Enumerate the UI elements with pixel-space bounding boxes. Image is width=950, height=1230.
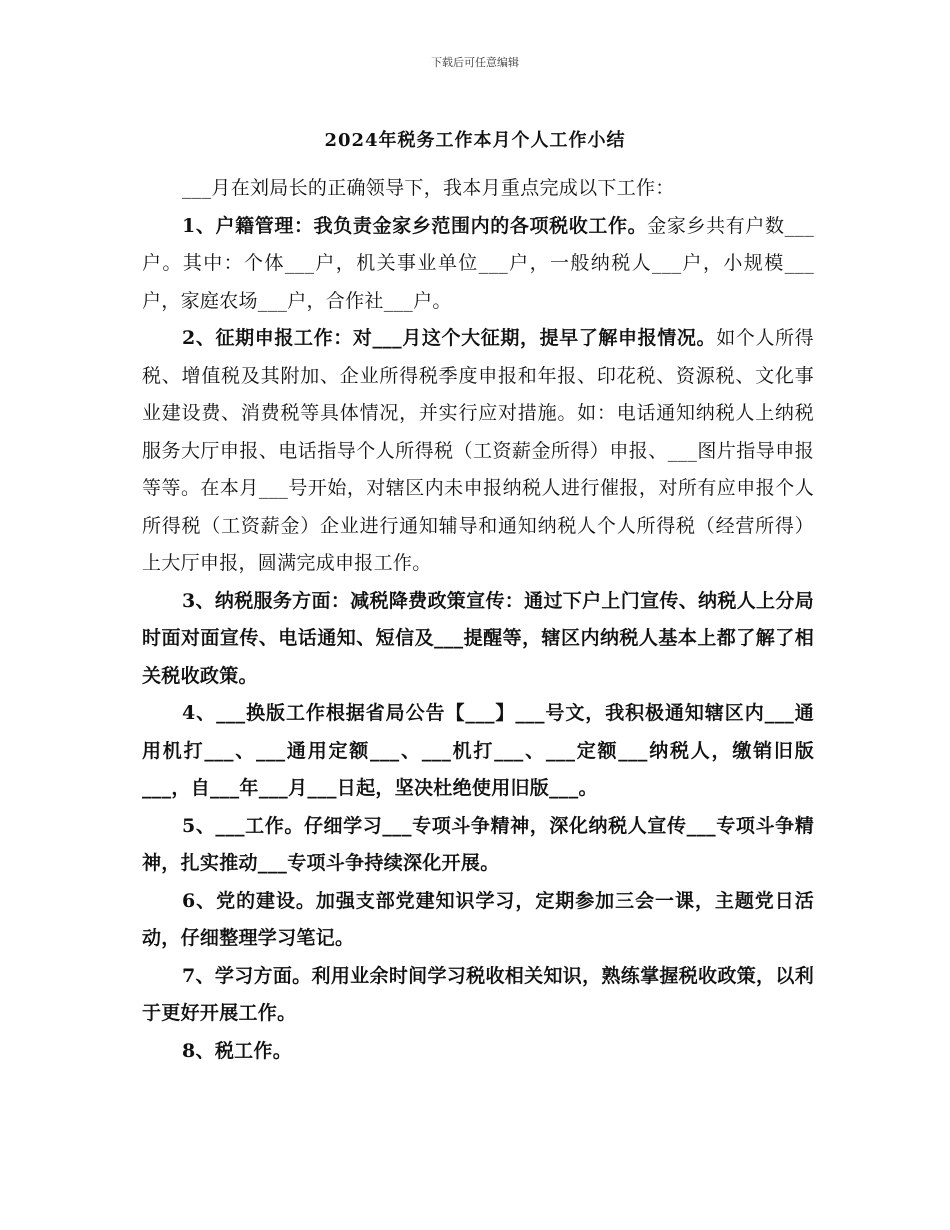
paragraph-text: 金家乡共有户数___户。其中：个体___户，机关事业单位___户，一般纳税人___户，小规模___户，家庭农场___户，合作社___户。 [142,214,814,312]
paragraph-filing-period [142,320,814,583]
paragraph-intro [142,170,814,208]
paragraph-special-campaign: 5、___工作。仔细学习___专项斗争精神，深化纳税人宣传___专项斗争精神，扎实推动___专项斗争持续深化开展。 [142,814,814,874]
page-header-note: 下载后可任意编辑 [431,56,519,69]
paragraph-version-change: 4、___换版工作根据省局公告【___】___号文，我积极通知辖区内___通用机打___、___通用定额___、___机打___、___定额___纳税人，缴销旧版___，自___年___月___日起，坚决杜绝使用旧版___。 [142,702,814,799]
paragraph-household-management [142,208,814,321]
paragraph-study: 7、学习方面。利用业余时间学习税收相关知识，熟练掌握税收政策，以利于更好开展工作。 [142,964,814,1024]
document-title: 2024年税务工作本月个人工作小结 [324,130,626,151]
paragraph-lead: 1、户籍管理：我负责金家乡范围内的各项税收工作。 [182,214,648,237]
paragraph-tax-service: 3、纳税服务方面：减税降费政策宣传：通过下户上门宣传、纳税人上分局时面对面宣传、电话通知、短信及___提醒等，辖区内纳税人基本上都了解了相关税收政策。 [142,589,814,687]
paragraph-text: 如个人所得税、增值税及其附加、企业所得税季度申报和年报、印花税、资源税、文化事业建设费、消费税等具体情况，并实行应对措施。如：电话通知纳税人上纳税服务大厅申报、电话指导个人所得税（工资薪金所得）申报、___图片指导申报等等。在本月___号开始，对辖区内未申报纳税人进行催报，对所有应申报个人所得税（工资薪金）企业进行通知辅导和通知纳税人个人所得税（经营所得）上大厅申报，圆满完成申报工作。 [142,327,814,574]
paragraph-intro-text: ___月在刘局长的正确领导下，我本月重点完成以下工作： [182,177,675,199]
paragraph-party-building: 6、党的建设。加强支部党建知识学习，定期参加三会一课，主题党日活动，仔细整理学习笔记。 [142,889,814,949]
paragraph-lead: 2、征期申报工作：对___月这个大征期，提早了解申报情况。 [182,327,717,349]
paragraph-tax-work: 8、税工作。 [182,1039,293,1062]
document-body [142,170,814,1070]
